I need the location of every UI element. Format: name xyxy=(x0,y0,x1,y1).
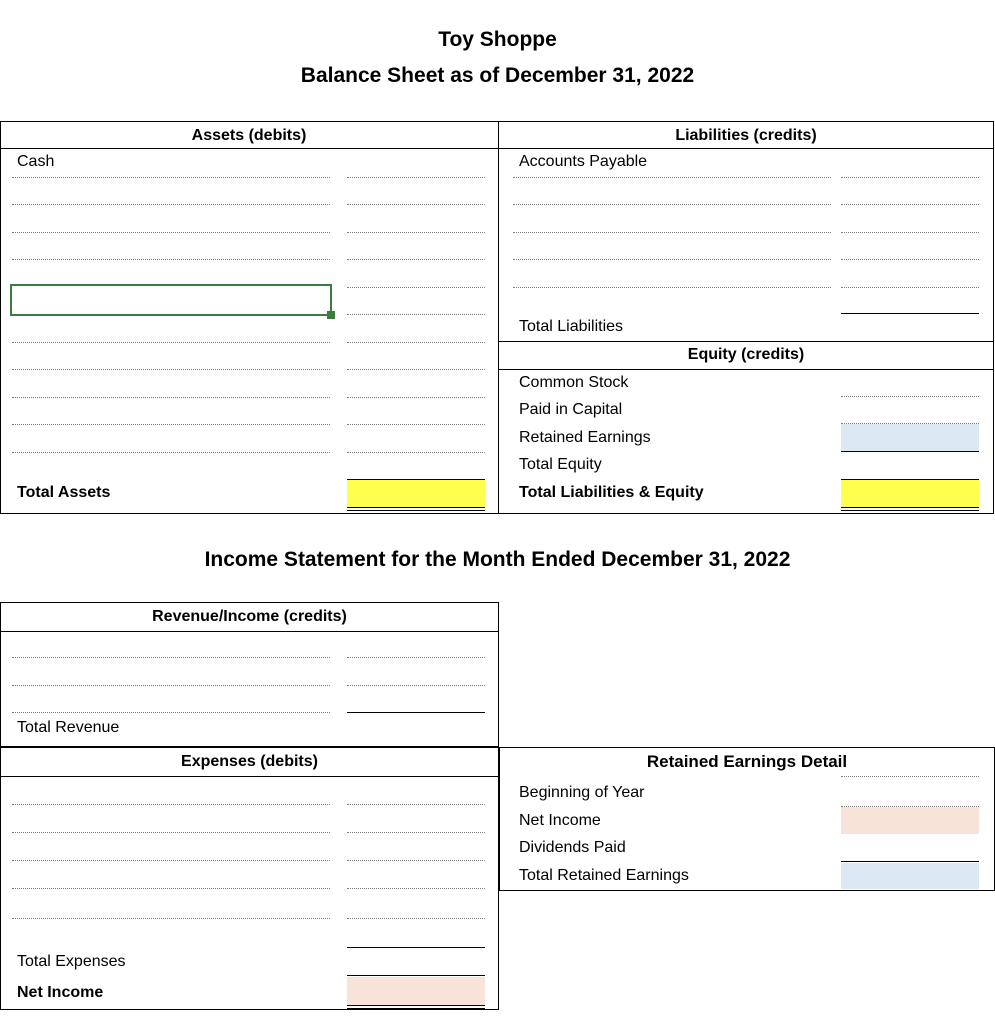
balance-sheet-frame xyxy=(0,121,994,514)
asset-row-line[interactable] xyxy=(12,342,330,343)
equity-subtotal-rule xyxy=(841,451,979,452)
net-income-double-underline xyxy=(347,1005,485,1009)
asset-amount-line[interactable] xyxy=(347,342,485,343)
revenue-header: Revenue/Income (credits) xyxy=(152,608,347,625)
asset-amount-line[interactable] xyxy=(347,232,485,233)
expense-amount-line[interactable] xyxy=(347,860,485,861)
total-assets-double-underline xyxy=(347,507,485,511)
asset-amount-line[interactable] xyxy=(347,424,485,425)
cash-label: Cash xyxy=(17,153,55,170)
paid-in-capital-label: Paid in Capital xyxy=(519,401,623,418)
common-stock-amount-line[interactable] xyxy=(841,396,979,397)
balance-sheet-header-rule xyxy=(0,148,994,149)
liability-amount-line[interactable] xyxy=(841,177,979,178)
fill-handle[interactable] xyxy=(327,311,335,319)
revenue-amount-line[interactable] xyxy=(347,657,485,658)
liabilities-header: Liabilities (credits) xyxy=(675,127,817,144)
balance-sheet-title: Balance Sheet as of December 31, 2022 xyxy=(300,64,695,87)
asset-row-line[interactable] xyxy=(12,204,330,205)
revenue-row-line[interactable] xyxy=(12,712,330,713)
balance-sheet-divider xyxy=(498,121,499,513)
beginning-of-year-label: Beginning of Year xyxy=(519,784,645,801)
revenue-amount-line[interactable] xyxy=(347,685,485,686)
expenses-subtotal-rule xyxy=(347,947,485,948)
assets-header: Assets (debits) xyxy=(191,127,307,144)
revenue-row-line[interactable] xyxy=(12,657,330,658)
total-retained-earnings-label: Total Retained Earnings xyxy=(519,867,689,884)
expense-row-line[interactable] xyxy=(12,860,330,861)
net-income-top-rule xyxy=(347,975,485,976)
liability-row-line[interactable] xyxy=(513,232,831,233)
asset-amount-line[interactable] xyxy=(347,314,485,315)
liabilities-subtotal-rule xyxy=(841,313,979,314)
total-retained-earnings-amount-cell[interactable] xyxy=(841,863,979,889)
net-income-amount-cell[interactable] xyxy=(347,977,485,1006)
common-stock-label: Common Stock xyxy=(519,374,629,391)
net-income-label: Net Income xyxy=(17,984,104,1001)
company-title: Toy Shoppe xyxy=(438,28,557,51)
liability-amount-line[interactable] xyxy=(841,204,979,205)
liability-amount-line[interactable] xyxy=(841,259,979,260)
liability-row-line[interactable] xyxy=(513,287,831,288)
total-liab-equity-double-underline xyxy=(841,507,979,511)
expense-row-line[interactable] xyxy=(12,804,330,805)
asset-amount-line[interactable] xyxy=(347,177,485,178)
total-liabilities-equity-amount-cell[interactable] xyxy=(841,479,979,508)
liability-row-line[interactable] xyxy=(513,259,831,260)
equity-section-rule xyxy=(498,341,994,342)
asset-row-line[interactable] xyxy=(12,259,330,260)
asset-row-line[interactable] xyxy=(12,369,330,370)
red-net-income-amount-cell[interactable] xyxy=(841,807,979,834)
revenue-subtotal-rule xyxy=(347,712,485,713)
liability-row-line[interactable] xyxy=(513,177,831,178)
retained-earnings-label: Retained Earnings xyxy=(519,429,651,446)
expense-amount-line[interactable] xyxy=(347,832,485,833)
expense-amount-line[interactable] xyxy=(347,888,485,889)
liability-amount-line[interactable] xyxy=(841,287,979,288)
expense-row-line[interactable] xyxy=(12,832,330,833)
equity-header: Equity (credits) xyxy=(687,346,805,363)
retained-header-rule xyxy=(841,776,979,777)
total-assets-label: Total Assets xyxy=(17,484,111,501)
asset-row-line[interactable] xyxy=(12,397,330,398)
expenses-header: Expenses (debits) xyxy=(181,753,318,770)
dividends-paid-label: Dividends Paid xyxy=(519,839,626,856)
asset-row-line[interactable] xyxy=(12,177,330,178)
asset-amount-line[interactable] xyxy=(347,259,485,260)
asset-amount-line[interactable] xyxy=(347,397,485,398)
accounts-payable-label: Accounts Payable xyxy=(519,153,648,170)
income-statement-title: Income Statement for the Month Ended December 31, 2022 xyxy=(204,548,791,571)
total-liabilities-equity-label: Total Liabilities & Equity xyxy=(519,484,704,501)
total-equity-label: Total Equity xyxy=(519,456,602,473)
revenue-header-rule xyxy=(0,631,499,632)
asset-amount-line[interactable] xyxy=(347,369,485,370)
total-liab-equity-top-rule xyxy=(841,479,979,480)
asset-row-line[interactable] xyxy=(12,452,330,453)
liability-row-line[interactable] xyxy=(513,204,831,205)
asset-row-line[interactable] xyxy=(12,424,330,425)
expense-amount-line[interactable] xyxy=(347,918,485,919)
total-revenue-label: Total Revenue xyxy=(17,719,120,736)
expense-amount-line[interactable] xyxy=(347,804,485,805)
red-net-income-label: Net Income xyxy=(519,812,601,829)
liability-amount-line[interactable] xyxy=(841,232,979,233)
selected-cell[interactable] xyxy=(10,284,332,316)
total-assets-top-rule xyxy=(347,479,485,480)
retained-earnings-amount-cell[interactable] xyxy=(841,424,979,451)
total-assets-amount-cell[interactable] xyxy=(347,479,485,508)
total-expenses-label: Total Expenses xyxy=(17,953,126,970)
asset-amount-line[interactable] xyxy=(347,204,485,205)
equity-header-rule xyxy=(498,369,994,370)
asset-amount-line[interactable] xyxy=(347,287,485,288)
expenses-header-rule xyxy=(0,776,499,777)
revenue-row-line[interactable] xyxy=(12,685,330,686)
asset-row-line[interactable] xyxy=(12,232,330,233)
expense-row-line[interactable] xyxy=(12,918,330,919)
retained-subtotal-rule xyxy=(841,861,979,862)
expense-row-line[interactable] xyxy=(12,888,330,889)
total-liabilities-label: Total Liabilities xyxy=(519,318,624,335)
asset-amount-line[interactable] xyxy=(347,452,485,453)
retained-earnings-detail-header: Retained Earnings Detail xyxy=(646,752,848,771)
